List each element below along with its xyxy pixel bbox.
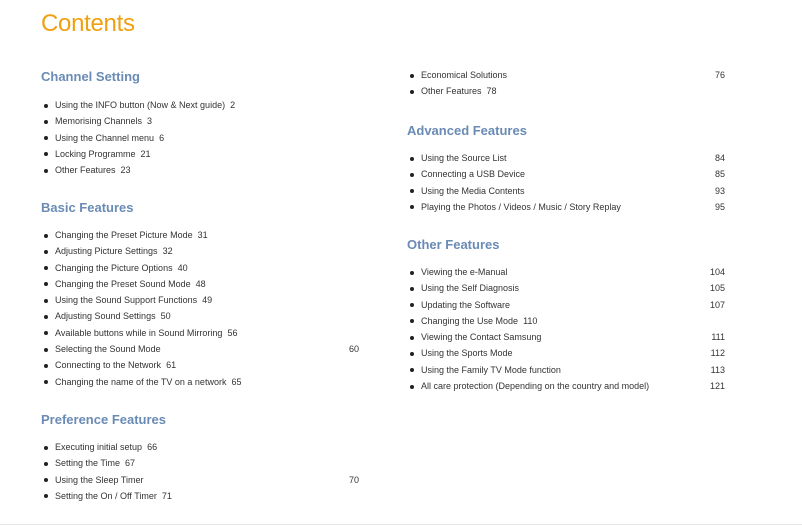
toc-item-label: Memorising Channels	[55, 116, 143, 127]
toc-item-page: 21	[140, 148, 151, 159]
section-other-features	[407, 237, 725, 394]
bullet-icon	[410, 74, 414, 78]
bullet-icon	[44, 169, 48, 173]
section-title: Channel Setting	[41, 69, 140, 84]
bullet-icon	[44, 250, 48, 254]
toc-item-label: Using the Family TV Mode function	[421, 364, 561, 375]
toc-item-label: Changing the name of the TV on a network	[55, 376, 227, 387]
toc-item[interactable]	[407, 378, 725, 394]
toc-item-page: 105	[709, 283, 725, 294]
toc-item-label: Economical Solutions	[421, 70, 508, 80]
page-title: Contents	[41, 10, 135, 37]
toc-item[interactable]	[41, 146, 359, 162]
toc-item[interactable]	[41, 130, 359, 146]
bullet-icon	[410, 352, 414, 356]
bullet-icon	[410, 205, 414, 209]
bullet-icon	[410, 303, 414, 307]
toc-item-page: 104	[709, 267, 725, 277]
section-preference-continued	[407, 67, 725, 100]
toc-item[interactable]	[407, 83, 725, 99]
bullet-icon	[410, 90, 414, 94]
toc-item[interactable]	[407, 362, 725, 378]
toc-item-page: 23	[120, 165, 131, 176]
toc-item-label: Using the INFO button (Now & Next guide)	[55, 100, 226, 110]
toc-item[interactable]	[41, 439, 359, 455]
toc-item-label: Using the Media Contents	[421, 185, 525, 196]
toc-item-page: 49	[202, 295, 213, 306]
toc-item-page: 50	[160, 311, 171, 322]
toc-item[interactable]	[41, 243, 359, 259]
toc-item[interactable]	[407, 183, 725, 199]
toc-item-label: Changing the Preset Picture Mode	[55, 230, 193, 240]
toc-item-page: 78	[486, 86, 497, 97]
toc-list	[41, 439, 359, 504]
toc-item-page: 56	[227, 327, 238, 338]
toc-item[interactable]	[41, 472, 359, 488]
toc-item-label: Other Features	[55, 165, 116, 176]
toc-item[interactable]	[407, 297, 725, 313]
bullet-icon	[410, 336, 414, 340]
toc-item-label: Using the Sleep Timer	[55, 474, 144, 485]
toc-item-label: Available buttons while in Sound Mirroring	[55, 327, 223, 338]
toc-item-page: 3	[147, 116, 153, 127]
toc-item-label: Using the Source List	[421, 153, 507, 163]
toc-list	[407, 264, 725, 394]
toc-item[interactable]	[407, 313, 725, 329]
toc-item-page: 31	[197, 230, 208, 240]
bullet-icon	[44, 380, 48, 384]
bullet-icon	[44, 494, 48, 498]
toc-list	[41, 227, 359, 390]
toc-item-page: 121	[709, 381, 725, 392]
toc-item-label: All care protection (Depending on the country and model)	[421, 381, 650, 392]
toc-item-page: 40	[177, 262, 188, 273]
bullet-icon	[410, 271, 414, 275]
toc-list	[407, 150, 725, 215]
toc-item-page: 70	[348, 474, 359, 485]
toc-item-page: 48	[195, 278, 206, 289]
toc-item-label: Setting the Time	[55, 458, 121, 469]
bullet-icon	[410, 189, 414, 193]
toc-item-page: 61	[166, 360, 177, 371]
toc-item-label: Using the Sound Support Functions	[55, 295, 198, 306]
toc-item[interactable]	[41, 357, 359, 373]
section-preference-features	[41, 412, 359, 504]
bullet-icon	[410, 287, 414, 291]
toc-list	[41, 97, 359, 178]
toc-item-label: Using the Channel menu	[55, 132, 155, 143]
bullet-icon	[44, 282, 48, 286]
toc-item[interactable]	[41, 162, 359, 178]
bullet-icon	[410, 319, 414, 323]
toc-item-label: Viewing the Contact Samsung	[421, 332, 542, 343]
section-advanced-features	[407, 123, 725, 215]
toc-item[interactable]	[41, 374, 359, 390]
bullet-icon	[44, 266, 48, 270]
toc-item[interactable]	[41, 325, 359, 341]
toc-list	[407, 67, 725, 100]
toc-item[interactable]	[407, 280, 725, 296]
toc-item[interactable]	[407, 67, 725, 83]
section-basic-features	[41, 200, 359, 390]
toc-item-label: Selecting the Sound Mode	[55, 344, 161, 355]
bullet-icon	[44, 462, 48, 466]
toc-item-page: 93	[714, 185, 725, 196]
toc-item-page: 110	[523, 315, 538, 326]
toc-item-page: 2	[230, 100, 236, 110]
toc-item[interactable]	[407, 199, 725, 215]
toc-item[interactable]	[407, 150, 725, 166]
bullet-icon	[44, 104, 48, 108]
toc-item-label: Locking Programme	[55, 148, 136, 159]
bullet-icon	[44, 120, 48, 124]
toc-item-page: 65	[231, 376, 242, 387]
toc-item-page: 71	[161, 490, 172, 501]
bullet-icon	[44, 152, 48, 156]
toc-item[interactable]	[407, 264, 725, 280]
toc-item[interactable]	[407, 345, 725, 361]
toc-item-label: Changing the Picture Options	[55, 262, 173, 273]
toc-item[interactable]	[41, 227, 359, 243]
bullet-icon	[44, 315, 48, 319]
toc-item-label: Connecting a USB Device	[421, 169, 526, 180]
toc-item[interactable]	[41, 260, 359, 276]
toc-item-label: Playing the Photos / Videos / Music / Story Replay	[421, 201, 621, 212]
toc-item[interactable]	[41, 113, 359, 129]
bullet-icon	[44, 234, 48, 238]
toc-item-page: 67	[125, 458, 136, 469]
toc-item[interactable]	[41, 455, 359, 471]
toc-item-page: 66	[147, 442, 158, 452]
toc-item[interactable]	[41, 97, 359, 113]
toc-item-label: Viewing the e-Manual	[421, 267, 508, 277]
toc-item-label: Setting the On / Off Timer	[55, 490, 157, 501]
toc-item-page: 85	[714, 169, 725, 180]
section-title: Advanced Features	[407, 123, 527, 138]
toc-item-label: Using the Sports Mode	[421, 348, 513, 359]
bullet-icon	[410, 368, 414, 372]
bullet-icon	[44, 348, 48, 352]
toc-item-page: 111	[711, 332, 725, 343]
toc-item-label: Using the Self Diagnosis	[421, 283, 520, 294]
toc-item-page: 84	[714, 153, 725, 163]
bullet-icon	[44, 136, 48, 140]
bullet-icon	[44, 364, 48, 368]
toc-item-label: Updating the Software	[421, 299, 511, 310]
toc-item[interactable]	[41, 488, 359, 504]
section-title: Basic Features	[41, 200, 134, 215]
toc-item[interactable]	[41, 276, 359, 292]
toc-item-page: 107	[709, 299, 725, 310]
bullet-icon	[44, 331, 48, 335]
toc-item-page: 95	[714, 201, 725, 212]
bullet-icon	[44, 478, 48, 482]
toc-item-label: Connecting to the Network	[55, 360, 162, 371]
toc-item[interactable]	[41, 308, 359, 324]
bullet-icon	[44, 446, 48, 450]
toc-item-page: 60	[348, 344, 359, 355]
section-title: Other Features	[407, 237, 500, 252]
toc-item-label: Other Features	[421, 86, 482, 97]
toc-item-label: Adjusting Sound Settings	[55, 311, 156, 322]
toc-item-page: 6	[159, 132, 165, 143]
bullet-icon	[410, 157, 414, 161]
toc-item-page: 76	[714, 70, 725, 80]
toc-item-label: Changing the Preset Sound Mode	[55, 278, 191, 289]
section-title: Preference Features	[41, 412, 167, 427]
toc-item-page: 32	[162, 246, 173, 257]
toc-item-label: Adjusting Picture Settings	[55, 246, 158, 257]
bullet-icon	[44, 299, 48, 303]
bullet-icon	[410, 385, 414, 389]
bullet-icon	[410, 173, 414, 177]
toc-item[interactable]	[41, 341, 359, 357]
toc-item-page: 112	[710, 348, 725, 359]
section-channel-setting	[41, 69, 359, 178]
toc-item-page: 113	[710, 364, 725, 375]
toc-item[interactable]	[41, 292, 359, 308]
toc-item-label: Changing the Use Mode	[421, 315, 519, 326]
toc-item[interactable]	[407, 166, 725, 182]
toc-item[interactable]	[407, 329, 725, 345]
toc-item-label: Executing initial setup	[55, 442, 143, 452]
